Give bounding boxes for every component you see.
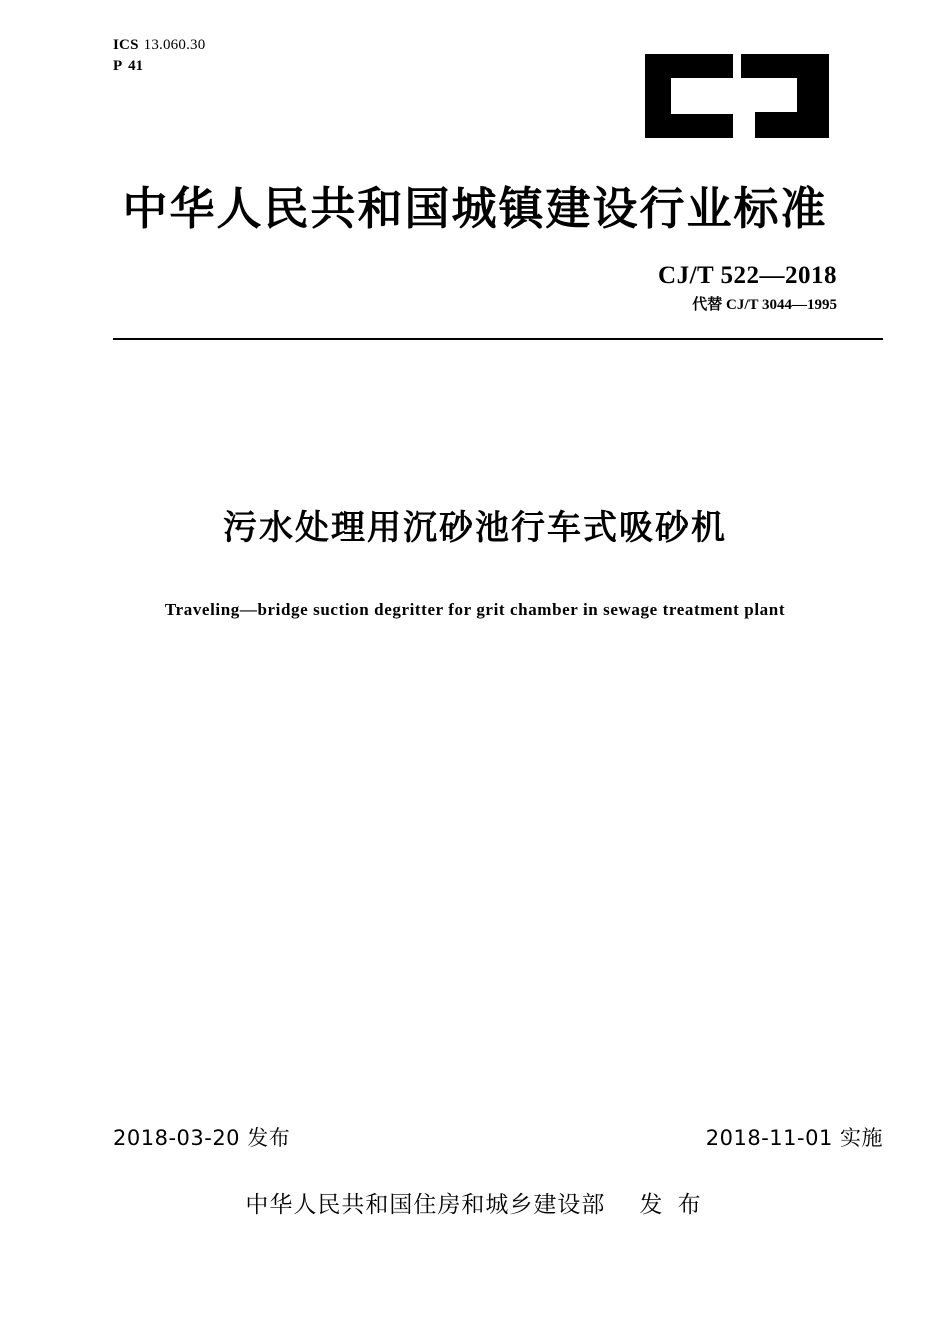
document-title-english: Traveling—bridge suction degritter for grit chamber in sewage treatment plant [164, 600, 786, 619]
standard-replaces: 代替 CJ/T 3044—1995 [692, 297, 837, 313]
publisher-line [0, 1186, 950, 1219]
ics-value: 13.060.30 [143, 37, 206, 53]
classification-value: 41 [128, 57, 144, 74]
standard-number-block [658, 262, 837, 314]
page-title: 中华人民共和国城镇建设行业标准 [122, 182, 828, 235]
header-divider [113, 338, 883, 340]
issue-date: 2018-03-20 发布 [113, 1126, 291, 1150]
ics-block [113, 36, 205, 76]
effective-date: 2018-11-01 实施 [705, 1126, 883, 1150]
document-title-chinese: 污水处理用沉砂池行车式吸砂机 [223, 508, 727, 548]
ics-line [113, 36, 205, 55]
classification-label: P [113, 57, 123, 74]
cj-logo-icon [637, 48, 837, 144]
ics-label: ICS [113, 37, 139, 53]
standard-number: CJ/T 522—2018 [658, 262, 837, 289]
date-row [113, 1122, 883, 1152]
publisher-name: 中华人民共和国住房和城乡建设部 [245, 1192, 606, 1218]
classification-line [113, 57, 205, 76]
publisher-action: 发 布 [639, 1192, 705, 1218]
